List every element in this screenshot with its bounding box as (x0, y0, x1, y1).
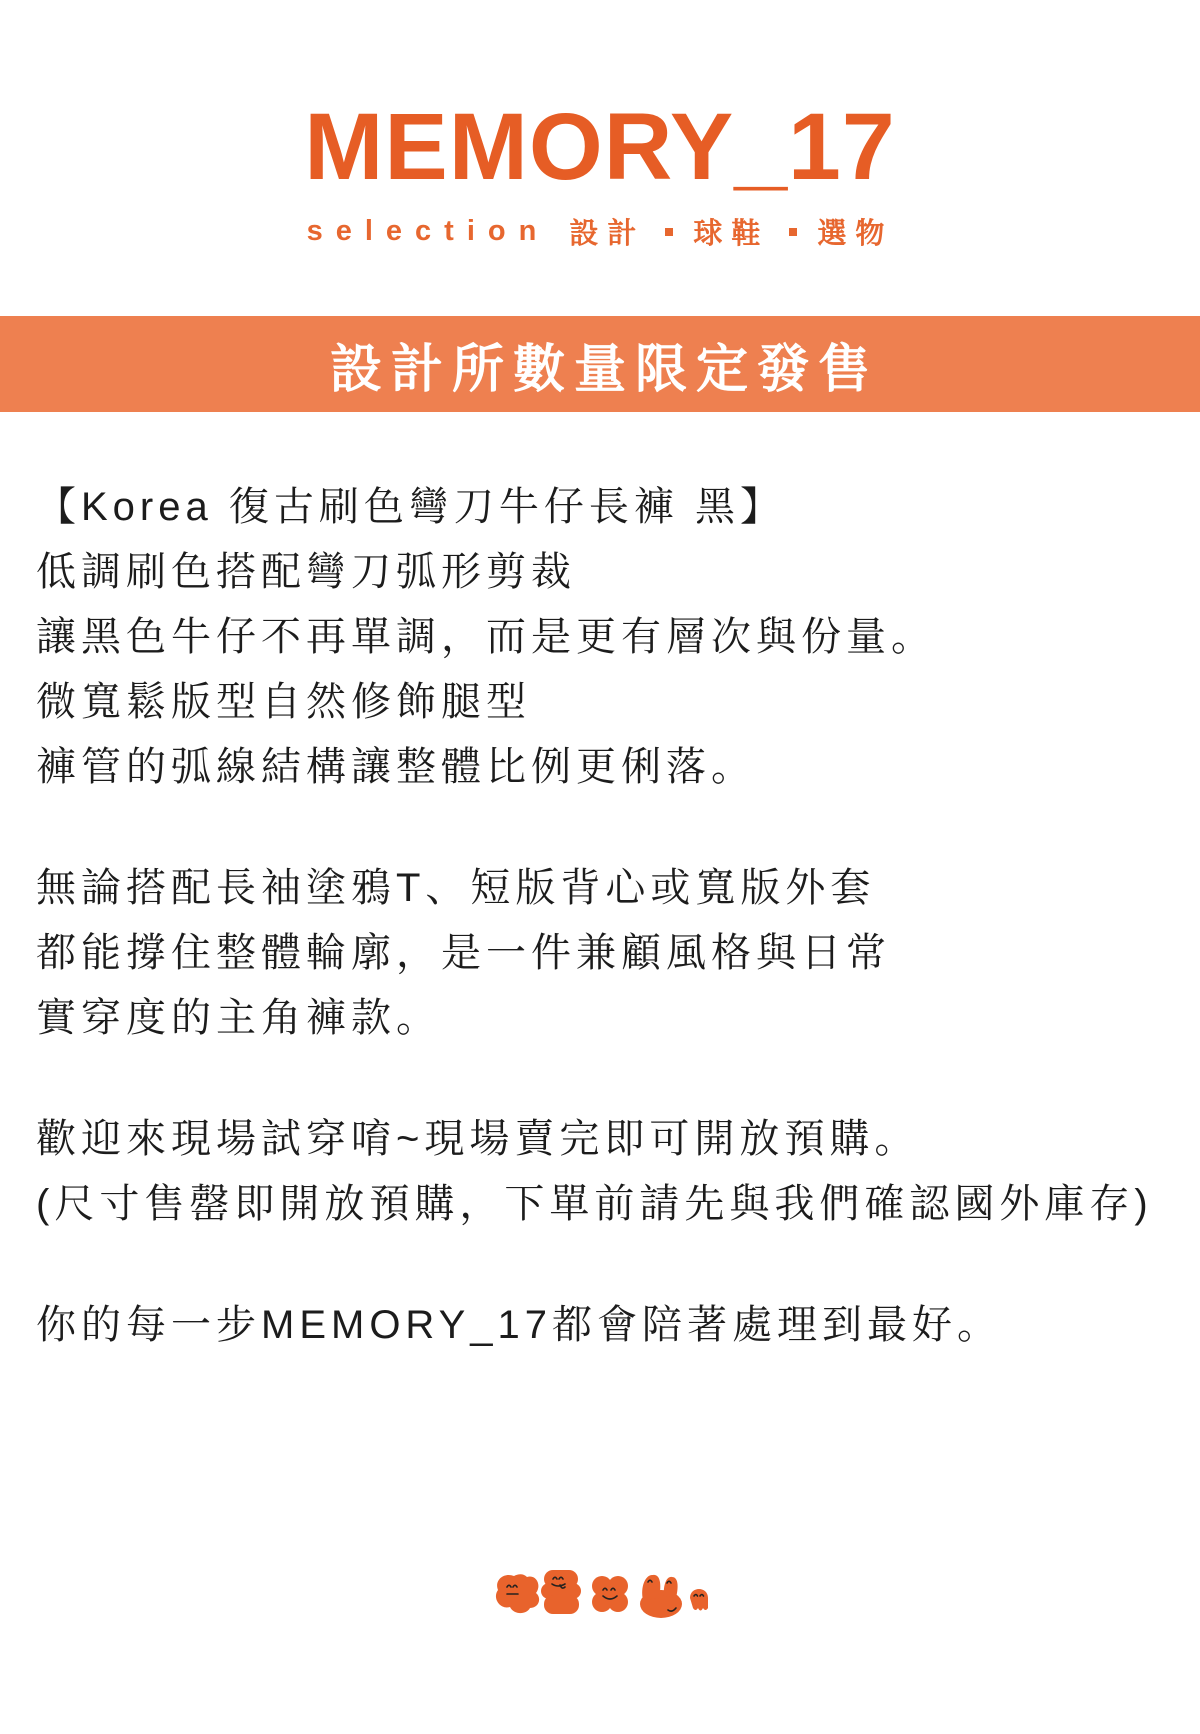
dot-separator-icon (789, 228, 797, 236)
mascot-row (0, 1568, 1200, 1624)
description-line: (尺寸售罄即開放預購，下單前請先與我們確認國外庫存) (36, 1182, 1153, 1226)
description-line: 讓黑色牛仔不再單調，而是更有層次與份量。 (36, 615, 936, 659)
description-line: 實穿度的主角褲款。 (36, 996, 441, 1040)
blob-ghost-icon (690, 1589, 708, 1611)
banner-title: 設計所數量限定發售 (329, 340, 879, 399)
subtitle-select-goods: 選物 (817, 218, 894, 250)
paragraph-preorder-info (36, 1107, 1170, 1237)
dot-separator-icon (665, 228, 673, 236)
description-line: 歡迎來現場試穿唷~現場賣完即可開放預購。 (36, 1117, 920, 1161)
description-line: 你的每一步MEMORY_17都會陪著處理到最好。 (36, 1303, 1003, 1347)
limited-release-banner (0, 316, 1200, 412)
description-line: 微寬鬆版型自然修飾腿型 (36, 680, 531, 724)
subtitle-selection: selection (306, 215, 550, 247)
subtitle-design: 設計 (569, 218, 646, 250)
description-line: 都能撐住整體輪廓，是一件兼顧風格與日常 (36, 931, 891, 975)
description-line: 無論搭配長袖塗鴉T、短版背心或寬版外套 (36, 866, 876, 910)
description-line: 低調刷色搭配彎刀弧形剪裁 (36, 550, 576, 594)
product-title-line: 【Korea 復古刷色彎刀牛仔長褲 黑】 (36, 485, 785, 529)
blob-stack-icon (541, 1570, 581, 1614)
mascot-blobs-icon (492, 1568, 708, 1624)
product-description (36, 475, 1170, 1358)
paragraph-styling (36, 856, 1170, 1051)
logo-subtitle (0, 211, 1200, 252)
blob-wave-icon (496, 1574, 539, 1613)
description-line: 褲管的弧線結構讓整體比例更俐落。 (36, 745, 756, 789)
subtitle-sneakers: 球鞋 (693, 218, 770, 250)
paragraph-product-intro (36, 475, 1170, 800)
blob-cloud-icon (592, 1576, 628, 1612)
brand-logo: MEMORY_17 (304, 94, 896, 200)
paragraph-closing (36, 1293, 1170, 1358)
blob-duck-icon (640, 1575, 682, 1618)
logo-block (0, 94, 1200, 252)
